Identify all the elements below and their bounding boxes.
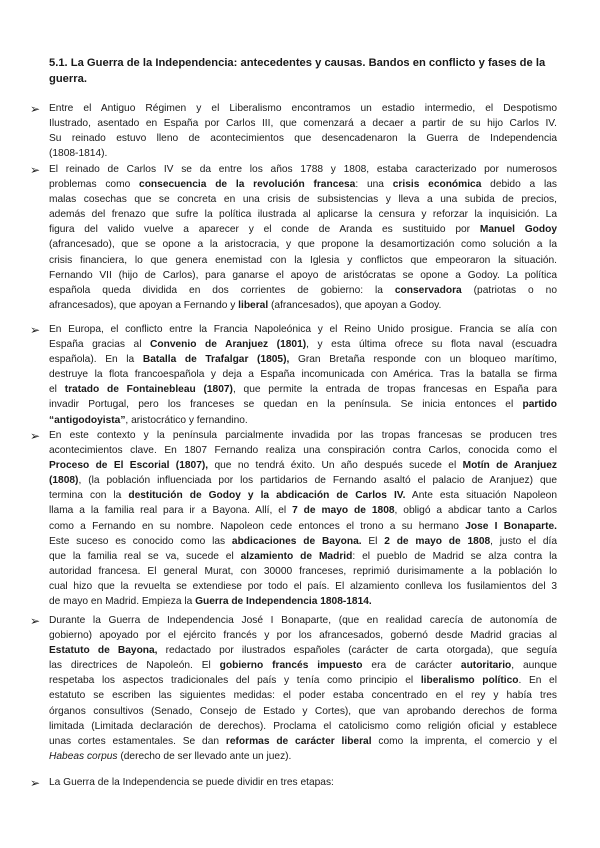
text-run: Ante esta situación Napoleon bbox=[405, 490, 557, 502]
text-line bbox=[49, 613, 557, 628]
bullet-arrow-icon: ➢ bbox=[30, 614, 41, 628]
text-run: además del frenazo que sufre la política ilustrada al aplicarse la censura y reforzar la inquisición. La bbox=[49, 209, 557, 221]
text-run: El bbox=[361, 535, 385, 547]
paragraph-jose-bonaparte bbox=[30, 613, 557, 764]
paragraph-text bbox=[49, 775, 557, 790]
bold-text: abdicaciones de Bayona. bbox=[231, 535, 362, 547]
text-line bbox=[49, 628, 557, 643]
text-run: España gracias al bbox=[49, 339, 151, 351]
text-line bbox=[49, 382, 557, 397]
text-run: , obligó a abdicar tanto a Carlos bbox=[394, 505, 557, 517]
text-line bbox=[49, 749, 557, 764]
bullet-arrow-icon: ➢ bbox=[30, 323, 41, 337]
text-run: . En el bbox=[518, 675, 557, 687]
text-run: redactado por ilustrados españoles (carácter de carta otorgada), que seguía bbox=[157, 645, 557, 657]
text-line bbox=[49, 207, 557, 222]
bold-text: 2 de mayo de 1808 bbox=[384, 535, 491, 547]
text-line bbox=[49, 503, 557, 518]
text-run: , aunque bbox=[511, 660, 557, 672]
bold-text: consecuencia de la revolución francesa bbox=[139, 179, 356, 191]
bold-text: autoritario bbox=[460, 660, 512, 672]
paragraph-text bbox=[49, 613, 557, 764]
text-line bbox=[49, 413, 557, 428]
text-line bbox=[49, 688, 557, 703]
text-line bbox=[49, 719, 557, 734]
bold-text: Motín de Aranjuez bbox=[462, 460, 558, 472]
bold-text: gobierno francés impuesto bbox=[219, 660, 363, 672]
text-run: como a Fernando en su nombre. Napoleon cede entonces el trono a su hermano bbox=[49, 520, 466, 532]
text-line bbox=[49, 192, 557, 207]
text-line bbox=[49, 337, 557, 352]
text-line bbox=[49, 367, 557, 382]
text-run: que la familia real se va, sucede el bbox=[49, 550, 241, 562]
text-line bbox=[49, 579, 557, 594]
text-run: que no tendrá éxito. Un año después sucede el bbox=[208, 460, 463, 472]
text-run: En este contexto y la península parcialmente invadida por las tropas francesas se producen tres bbox=[49, 430, 557, 441]
text-run: debido a las bbox=[481, 179, 557, 191]
bullet-arrow-icon: ➢ bbox=[30, 102, 41, 116]
text-line bbox=[49, 397, 557, 412]
text-line bbox=[49, 428, 557, 443]
text-line bbox=[49, 131, 557, 146]
text-line bbox=[49, 222, 557, 237]
text-line bbox=[49, 734, 557, 749]
paragraph-etapas bbox=[30, 775, 557, 790]
text-run: , aristocrático y fernandino. bbox=[125, 414, 248, 426]
text-line bbox=[49, 594, 557, 609]
bold-text: “antigodoyista” bbox=[49, 414, 126, 426]
text-line bbox=[49, 283, 557, 298]
bold-text: destitución de Godoy y la abdicación de Carlos IV. bbox=[128, 490, 406, 502]
paragraph-antiguo-regimen bbox=[30, 101, 557, 161]
text-run: , justo el día bbox=[490, 535, 557, 547]
text-run: En Europa, el conflicto entre la Francia Napoleónica y el Reino Unido prosigue. Francia se alía con bbox=[49, 324, 557, 335]
text-run: (1808-1814). bbox=[49, 148, 108, 160]
text-run: Gran Bretaña responde con un bloqueo marítimo, bbox=[289, 354, 557, 366]
bold-text: Manuel Godoy bbox=[479, 224, 557, 236]
paragraph-text bbox=[49, 162, 557, 313]
text-line bbox=[49, 322, 557, 337]
bold-text: liberal bbox=[238, 299, 269, 311]
text-run: Durante la Guerra de Independencia José I Bonaparte, (que en realidad carecía de autonomía de bbox=[49, 615, 557, 626]
text-run: Fernando VII (hijo de Carlos), para ganarse el apoyo de aristócratas se opone a Godoy. La política bbox=[49, 269, 557, 281]
text-line bbox=[49, 352, 557, 367]
bold-text: crisis económica bbox=[392, 179, 482, 191]
text-run: El reinado de Carlos IV se da entre los años 1788 y 1808, estaba caracterizado por numerosos bbox=[49, 164, 557, 175]
text-line bbox=[49, 534, 557, 549]
bold-text: Convenio de Aranjuez (1801) bbox=[150, 339, 307, 351]
text-run: crisis financiera, lo que genera enemistad con la Iglesia y conflictos que empeoraron la situación. bbox=[49, 254, 557, 266]
text-run: : el pueblo de Madrid se alza contra la bbox=[352, 550, 557, 562]
bullet-arrow-icon: ➢ bbox=[30, 163, 41, 177]
text-run: problemas como bbox=[49, 179, 140, 191]
text-run: Su reinado estuvo lleno de acontecimientos que desencadenaron la Guerra de Independencia bbox=[49, 133, 557, 145]
text-run: , (la población influenciada por los partidarios de Fernando asaltó el palacio de Aranjuez) que bbox=[78, 475, 557, 487]
text-run: respetaba los aspectos tradicionales del país y tenía como principio el bbox=[49, 675, 421, 687]
text-run: cual hizo que la revuelta se extendiese por todo el país. El alzamiento conlleva los fusilamientos del 3 bbox=[49, 580, 557, 592]
text-run: llama a la familia real para ir a Bayona. Allí, el bbox=[49, 505, 293, 517]
text-run: como la imprenta, el comercio y el bbox=[371, 735, 557, 747]
text-run: malas cosechas que se concreta en una crisis de subsistencias y lleva a una subida de precios, bbox=[49, 194, 557, 206]
text-run: (afrancesado), que se opone a la aristocracia, y que propone la desamortización como solución a la bbox=[49, 239, 557, 251]
text-run: invadir Portugal, pero los franceses se quedan en la península. Se inicia entonces el bbox=[49, 399, 523, 411]
bold-text: reformas de carácter liberal bbox=[225, 735, 372, 747]
text-line bbox=[49, 519, 557, 534]
text-run: La Guerra de la Independencia se puede dividir en tres etapas: bbox=[49, 777, 334, 788]
text-run: , que permite la entrada de tropas francesas en España para bbox=[232, 384, 557, 396]
bold-text: partido bbox=[522, 399, 557, 411]
text-run: era de carácter bbox=[362, 660, 461, 672]
text-run: afrancesados), que apoyan a Fernando y bbox=[49, 299, 239, 311]
text-line bbox=[49, 549, 557, 564]
text-run: figura del valido vuelve a aparecer y el conde de Aranda es sustituido por bbox=[49, 224, 480, 236]
text-line bbox=[49, 162, 557, 177]
text-line bbox=[49, 177, 557, 192]
text-line bbox=[49, 237, 557, 252]
text-run: : una bbox=[355, 179, 393, 191]
text-line bbox=[49, 298, 557, 313]
text-run: órganos consultivos (Senado, Consejo de Estado y Cortes), que van aprobando derechos de forma bbox=[49, 705, 557, 717]
text-run: el bbox=[49, 384, 65, 396]
bold-text: Estatuto de Bayona, bbox=[49, 645, 158, 657]
text-run: Entre el Antiguo Régimen y el Liberalismo encontramos un estadio intermedio, el Despotismo bbox=[49, 103, 557, 114]
text-run: unas cortes estamentales. Se dan bbox=[49, 735, 226, 747]
text-line bbox=[49, 658, 557, 673]
bold-text: liberalismo político bbox=[420, 675, 519, 687]
text-run: acontecimientos clave. En 1807 Fernando realiza una conspiración contra Carlos, conocida como el bbox=[49, 445, 557, 457]
text-line bbox=[49, 458, 557, 473]
bullet-arrow-icon: ➢ bbox=[30, 429, 41, 443]
text-line bbox=[49, 473, 557, 488]
paragraph-text bbox=[49, 322, 557, 428]
bold-text: conservadora bbox=[394, 284, 462, 296]
bullet-arrow-icon: ➢ bbox=[30, 776, 41, 790]
text-line bbox=[49, 116, 557, 131]
text-line bbox=[49, 775, 557, 790]
paragraph-europa bbox=[30, 322, 557, 428]
text-line bbox=[49, 253, 557, 268]
text-run: (derecho de ser llevado ante un juez). bbox=[117, 750, 292, 762]
bold-text: tratado de Fontainebleau (1807) bbox=[64, 384, 233, 396]
text-line bbox=[49, 643, 557, 658]
bold-text: Proceso de El Escorial (1807), bbox=[49, 460, 209, 472]
paragraph-reinado-carlos-iv bbox=[30, 162, 557, 313]
paragraph-contexto bbox=[30, 428, 557, 609]
bold-text: 7 de mayo de 1808 bbox=[292, 505, 395, 517]
text-run: termina con la bbox=[49, 490, 129, 502]
text-run: española). En la bbox=[49, 354, 143, 366]
text-line bbox=[49, 488, 557, 503]
text-line bbox=[49, 268, 557, 283]
bold-text: (1808) bbox=[49, 475, 79, 487]
text-line bbox=[49, 146, 557, 161]
paragraph-text bbox=[49, 101, 557, 161]
text-run: destruye la flota francoespañola y deja a España incomunicada con América. Tras la batalla se firma bbox=[49, 369, 557, 381]
bold-text: Guerra de Independencia 1808-1814. bbox=[195, 596, 372, 608]
text-line bbox=[49, 564, 557, 579]
text-line bbox=[49, 704, 557, 719]
text-run: las directrices de Napoleón. El bbox=[49, 660, 220, 672]
section-title: 5.1. La Guerra de la Independencia: antecedentes y causas. Bandos en conflicto y fases de la guerra. bbox=[49, 57, 546, 85]
text-run: limitada (Limitada declaración de derechos). Proclama el catolicismo como religión oficial y establece bbox=[49, 720, 557, 732]
text-line bbox=[49, 673, 557, 688]
italic-text: Habeas corpus bbox=[49, 750, 118, 762]
text-run: española queda dividida en dos corrientes de gobierno: la bbox=[49, 284, 395, 296]
text-run: gobierno) apoyado por el ejército francés y por los afrancesados, gobernó desde Madrid gracias al bbox=[49, 630, 557, 642]
text-run: estatuto se escriben las siguientes medidas: el poder estaba concentrado en el rey y había tres bbox=[49, 690, 557, 702]
bold-text: Batalla de Trafalgar (1805), bbox=[142, 354, 290, 366]
bold-text: alzamiento de Madrid bbox=[240, 550, 353, 562]
text-line bbox=[49, 443, 557, 458]
paragraph-text bbox=[49, 428, 557, 609]
text-run: de mayo en Madrid. Empieza la bbox=[49, 596, 196, 608]
text-run: Este suceso es conocido como las bbox=[49, 535, 232, 547]
text-run: (patriotas o no bbox=[461, 284, 557, 296]
text-run: (afrancesados), que apoyan a Godoy. bbox=[268, 299, 442, 311]
bold-text: Jose I Bonaparte. bbox=[465, 520, 557, 532]
text-run: autoridad francesa. El general Murat, con 30000 franceses, reprimió durisimamente a la población lo bbox=[49, 565, 557, 577]
text-run: , y esta última ofrece su flota naval (escuadra bbox=[306, 339, 557, 351]
text-line bbox=[49, 101, 557, 116]
text-run: Ilustrado, asentado en España por Carlos III, que comenzará a decaer a partir de su hijo Carlos IV. bbox=[49, 118, 557, 130]
